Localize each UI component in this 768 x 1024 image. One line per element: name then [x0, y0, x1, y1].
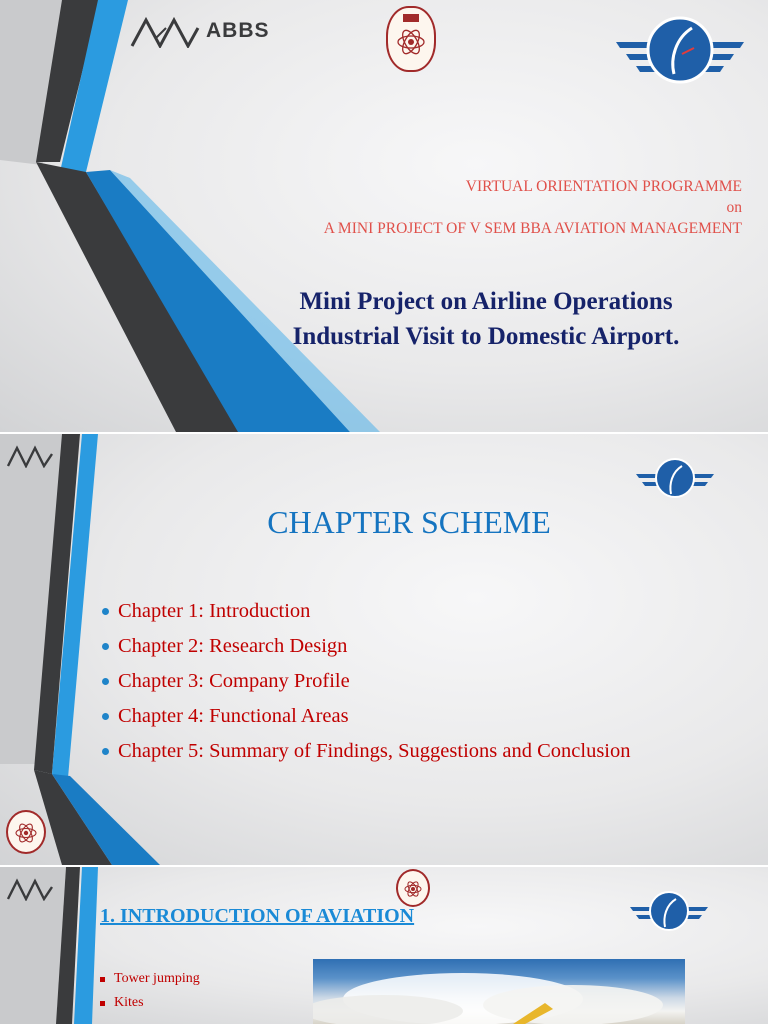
abbs-logo — [130, 14, 270, 48]
chapter-item: Chapter 1: Introduction — [100, 600, 631, 623]
title-line-1: Mini Project on Airline Operations — [299, 288, 673, 315]
program-header — [324, 176, 742, 239]
slide-main-title — [226, 284, 746, 354]
college-crest-logo-icon — [396, 869, 430, 907]
abbs-mountain-logo-icon — [130, 14, 200, 48]
slide-chapter-scheme — [0, 434, 768, 865]
intro-title: 1. INTRODUCTION OF AVIATION — [100, 905, 415, 927]
header-line-3: A MINI PROJECT OF V SEM BBA AVIATION MANAGEMENT — [323, 220, 742, 237]
intro-item: Tower jumping — [98, 971, 200, 987]
chapter-item: Chapter 5: Summary of Findings, Suggestions and Conclusion — [100, 740, 631, 763]
title-line-2: Industrial Visit to Domestic Airport. — [292, 323, 680, 350]
abbs-brand-text: ABBS — [206, 19, 270, 42]
slide-introduction — [0, 867, 768, 1024]
abbs-mountain-logo-icon — [6, 444, 54, 468]
chapter-item: Chapter 2: Research Design — [100, 635, 631, 658]
slide-title — [0, 0, 768, 432]
chapter-item: Chapter 3: Company Profile — [100, 670, 631, 693]
header-line-1: VIRTUAL ORIENTATION PROGRAMME — [465, 178, 742, 195]
abbs-mountain-logo-icon — [6, 877, 54, 901]
aviation-wings-logo-icon — [628, 887, 710, 935]
chapter-item: Chapter 4: Functional Areas — [100, 705, 631, 728]
header-line-2: on — [726, 199, 742, 216]
intro-item: Kites — [98, 995, 200, 1011]
college-crest-logo-icon — [6, 810, 46, 854]
chapter-list — [100, 600, 631, 775]
college-crest-logo-icon — [386, 6, 436, 72]
chapter-scheme-title: CHAPTER SCHEME — [267, 504, 551, 540]
aviation-wings-logo-icon — [634, 454, 716, 502]
aviation-wings-logo-icon — [612, 8, 748, 88]
sky-photo — [313, 959, 685, 1024]
intro-list — [98, 971, 200, 1019]
